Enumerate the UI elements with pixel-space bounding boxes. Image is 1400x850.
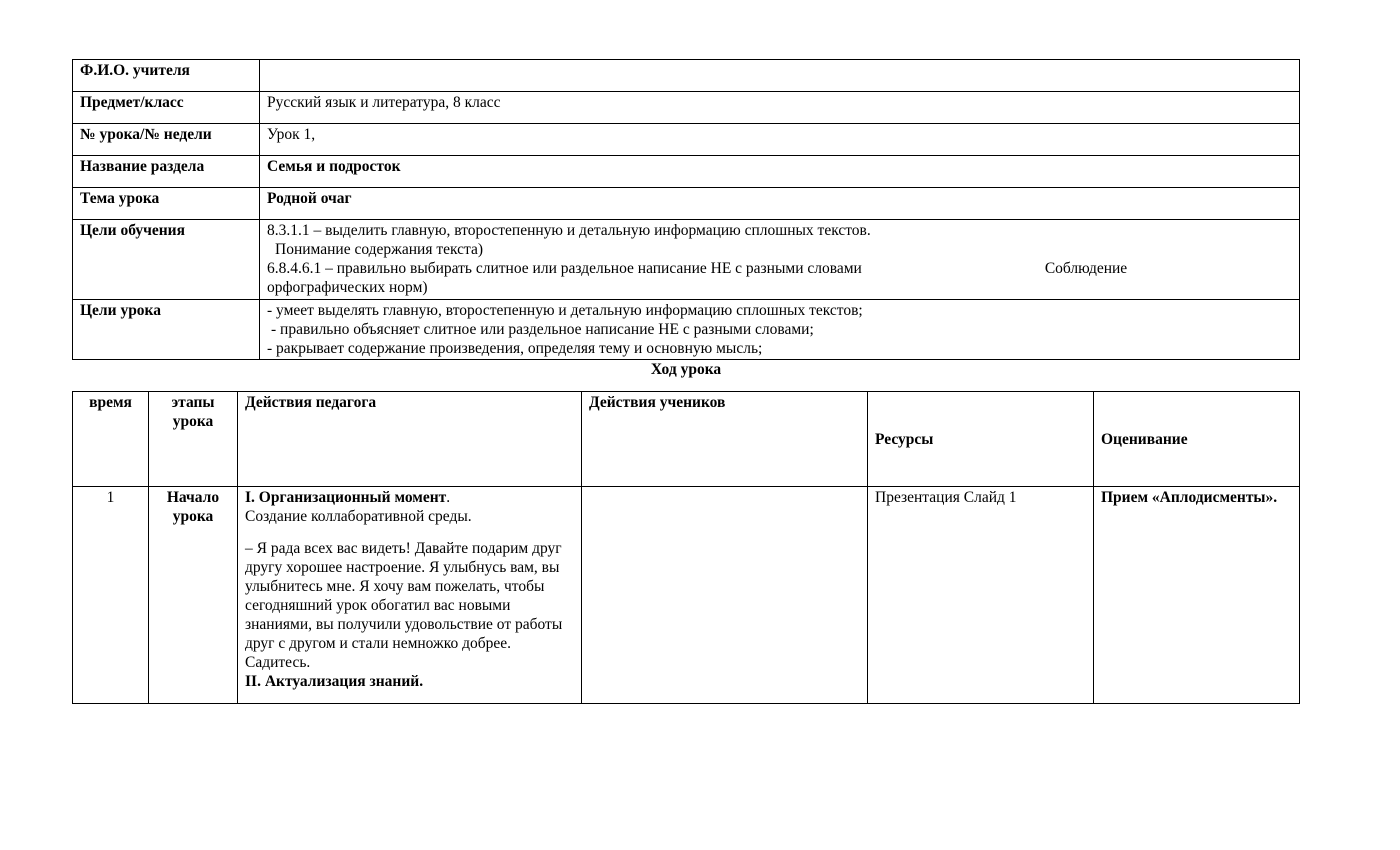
learning-goal-line-4: орфографических норм) xyxy=(267,279,428,296)
row-time: 1 xyxy=(73,487,149,704)
row-teacher-actions xyxy=(238,487,582,704)
section-title: Ход урока xyxy=(650,361,722,378)
teacher-heading: I. Организационный момент xyxy=(245,489,447,506)
row-stage: Начало урока xyxy=(149,487,238,704)
learning-goal-line-3-tail: Соблюдение xyxy=(1044,260,1128,277)
plan-header-row xyxy=(73,392,1300,487)
lesson-info-table xyxy=(72,59,1300,360)
lesson-goal-line-2: - правильно объясняет слитное или раздельное написание НЕ с разными словами; xyxy=(271,321,814,338)
plan-row xyxy=(73,487,1300,704)
lesson-goal-line-1: - умеет выделять главную, второстепенную и детальную информацию сплошных текстов; xyxy=(267,302,863,319)
teacher-heading-wrap xyxy=(245,488,574,507)
header-stages: этапы урока xyxy=(149,392,238,487)
learning-goal-line-1: 8.3.1.1 – выделить главную, второстепенную и детальную информацию сплошных текстов. xyxy=(267,222,871,239)
header-student-actions: Действия учеников xyxy=(582,392,868,487)
info-row-topic xyxy=(73,188,1300,220)
info-value-lesson-goals xyxy=(260,300,1300,360)
info-label-learning-goals: Цели обучения xyxy=(73,220,260,300)
header-assessment: Оценивание xyxy=(1094,392,1300,487)
info-value-topic: Родной очаг xyxy=(260,188,1300,220)
learning-goal-line-3-wrap xyxy=(267,259,1292,278)
row-assessment: Прием «Аплодисменты». xyxy=(1094,487,1300,704)
lesson-goal-line-3: - ракрывает содержание произведения, определяя тему и основную мысль; xyxy=(267,340,763,357)
info-value-section: Семья и подросток xyxy=(260,156,1300,188)
learning-goal-line-3: 6.8.4.6.1 – правильно выбирать слитное или раздельное написание НЕ с разными словами xyxy=(267,260,862,277)
header-teacher-actions: Действия педагога xyxy=(238,392,582,487)
info-row-teacher xyxy=(73,60,1300,92)
info-label-subject: Предмет/класс xyxy=(73,92,260,124)
teacher-line: Создание коллаборативной среды. xyxy=(245,508,472,525)
info-row-lesson-number xyxy=(73,124,1300,156)
info-label-teacher: Ф.И.О. учителя xyxy=(73,60,260,92)
info-value-subject: Русский язык и литература, 8 класс xyxy=(260,92,1300,124)
row-student-actions xyxy=(582,487,868,704)
info-label-section: Название раздела xyxy=(73,156,260,188)
info-value-teacher xyxy=(260,60,1300,92)
teacher-next-heading: II. Актуализация знаний. xyxy=(245,673,424,690)
info-value-lesson-number: Урок 1, xyxy=(260,124,1300,156)
info-row-subject xyxy=(73,92,1300,124)
info-row-section xyxy=(73,156,1300,188)
info-label-lesson-number: № урока/№ недели xyxy=(73,124,260,156)
info-row-learning-goals xyxy=(73,220,1300,300)
header-resources: Ресурсы xyxy=(868,392,1094,487)
info-value-learning-goals xyxy=(260,220,1300,300)
info-label-topic: Тема урока xyxy=(73,188,260,220)
info-label-lesson-goals: Цели урока xyxy=(73,300,260,360)
header-time: время xyxy=(73,392,149,487)
teacher-heading-punct: . xyxy=(446,489,451,506)
row-resources: Презентация Слайд 1 xyxy=(868,487,1094,704)
info-row-lesson-goals xyxy=(73,300,1300,360)
learning-goal-line-2: Понимание содержания текста) xyxy=(275,241,484,258)
teacher-speech: – Я рада всех вас видеть! Давайте подарим друг другу хорошее настроение. Я улыбнусь вам, вы улыбнитесь мне. Я хочу вам пожелать, чтобы сегодняшний урок обогатил вас новыми знаниями, вы получили удовольствие от работы друг с другом и стали немножко добрее. Садитесь. xyxy=(245,540,563,671)
lesson-plan-table xyxy=(72,391,1300,704)
